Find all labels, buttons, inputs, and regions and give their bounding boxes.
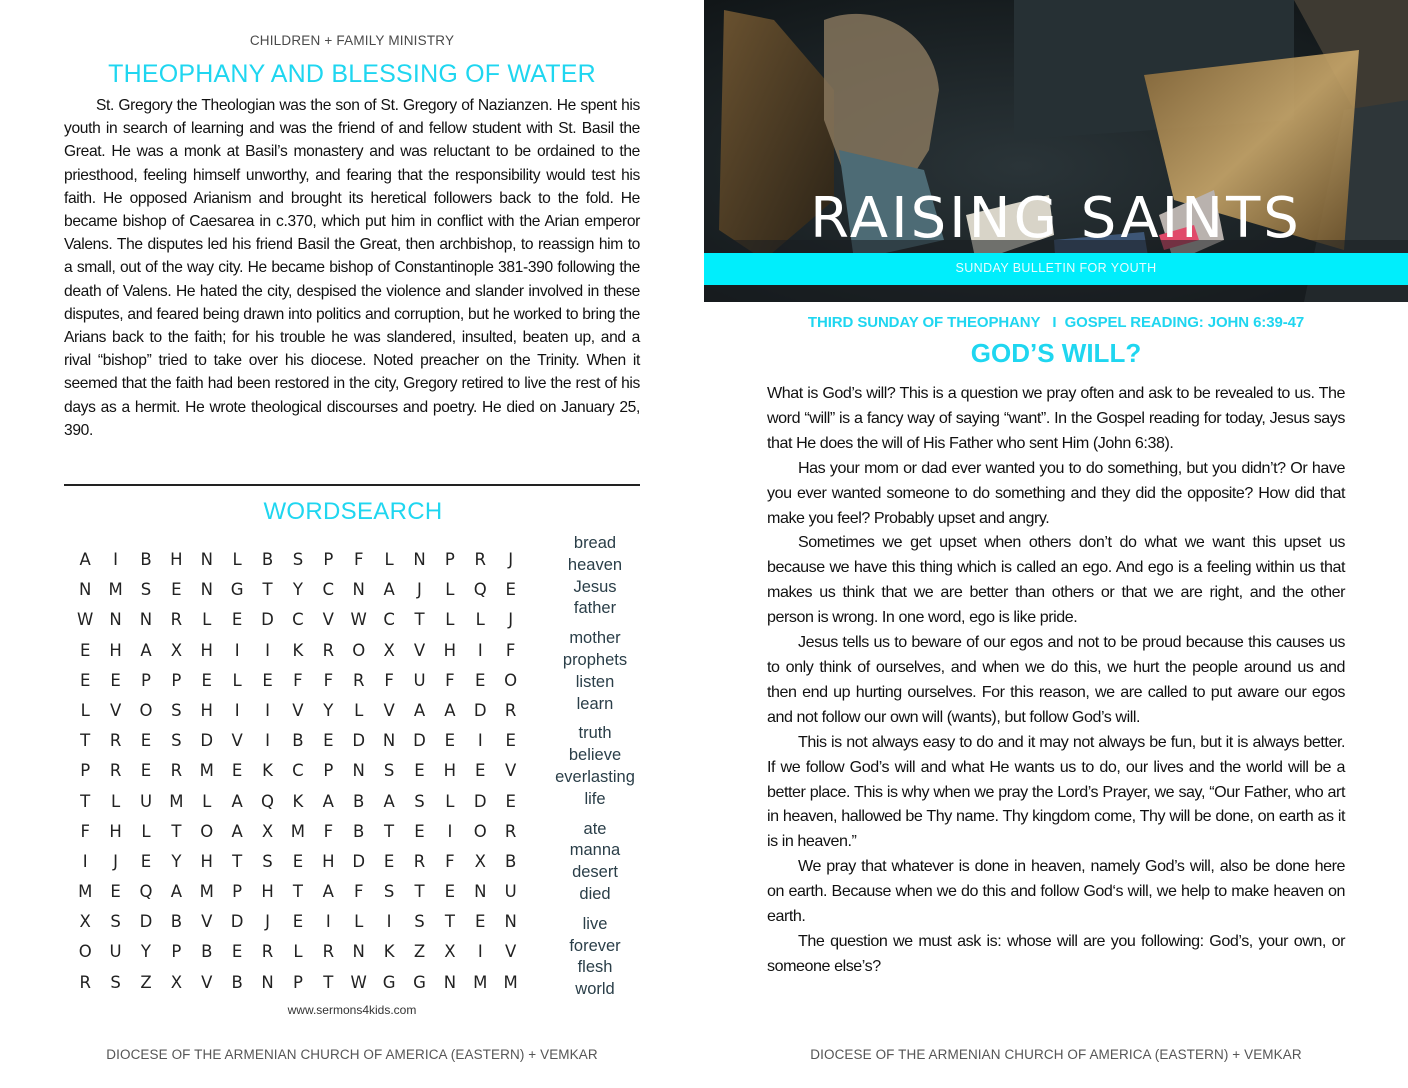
word-list-item: heaven <box>567 555 623 574</box>
wordsearch-cell[interactable]: X <box>170 972 183 992</box>
wordsearch-cell[interactable]: E <box>475 761 486 781</box>
wordsearch-cell[interactable]: U <box>504 882 517 902</box>
wordsearch-cell[interactable]: K <box>383 942 395 962</box>
word-list-item: prophets <box>562 650 628 669</box>
wordsearch-cell[interactable]: T <box>232 851 243 871</box>
wordsearch-cell[interactable]: E <box>201 670 212 690</box>
wordsearch-cell[interactable]: N <box>504 912 517 932</box>
wordsearch-cell[interactable]: H <box>443 761 457 781</box>
wordsearch-cell[interactable]: M <box>108 580 123 600</box>
wordsearch-cell[interactable]: H <box>322 851 335 871</box>
word-list-item: everlasting <box>555 767 635 786</box>
band-text: SUNDAY BULLETIN FOR YOUTH <box>955 261 1157 275</box>
wordsearch-cell[interactable]: R <box>413 851 426 871</box>
wordsearch-cell[interactable]: X <box>261 821 274 841</box>
section-divider <box>64 484 640 486</box>
wordsearch-cell[interactable]: N <box>352 942 365 962</box>
wordsearch-cell[interactable]: E <box>110 882 121 902</box>
wordsearch-cell[interactable]: O <box>139 700 153 720</box>
word-list-item: live <box>582 914 608 933</box>
wordsearch-cell[interactable]: V <box>505 761 517 781</box>
word-list-item: bread <box>573 534 617 552</box>
wordsearch-cell[interactable]: C <box>322 580 335 600</box>
wordsearch-cell[interactable]: N <box>352 761 365 781</box>
lesson-paragraph: Jesus tells us to beware of our egos and not to be proud because this causes us to only think of ourselves, and when we do this, we hurt the people around us and then end up hurting ourselves. For this reason, we are called to put aware our egos and not follow our own will (wants), but follow God’s will. <box>767 633 1345 726</box>
wordsearch-cell[interactable]: J <box>113 851 119 871</box>
wordsearch-cell[interactable]: T <box>414 882 425 902</box>
wordsearch-cell[interactable]: U <box>413 670 426 690</box>
wordsearch-cell[interactable]: E <box>79 670 91 690</box>
wordsearch-cell[interactable]: L <box>80 700 90 720</box>
wordsearch-cell[interactable]: E <box>171 580 182 600</box>
wordsearch-cell[interactable]: R <box>109 731 122 751</box>
wordsearch-cell[interactable]: X <box>79 912 91 932</box>
wordsearch-cell[interactable]: L <box>354 700 364 720</box>
wordsearch-cell[interactable]: L <box>232 550 242 569</box>
lesson-paragraph: The question we must ask is: whose will are you following: God’s, your own, or someone else’s? <box>767 931 1345 975</box>
wordsearch-cell[interactable]: T <box>171 821 182 841</box>
wordsearch-cell[interactable]: D <box>352 731 366 751</box>
wordsearch-cell[interactable]: D <box>473 791 487 811</box>
wordsearch-cell[interactable]: G <box>382 972 396 992</box>
wordsearch-cell[interactable]: I <box>82 851 88 871</box>
wordsearch-cell[interactable]: E <box>262 670 273 690</box>
word-list-item: forever <box>569 936 621 955</box>
wordsearch-cell[interactable]: T <box>444 912 455 932</box>
article-paragraph: St. Gregory the Theologian was the son of St. Gregory of Nazianzen. He spent his youth in search of learning and was the friend of and fellow student with St. Basil the Great. He was a monk at Basil’s monastery and was reluctant to be ordained to the priesthood, feeling himself unworthy, and fearing that the responsibility would test his faith. He opposed Arianism and brought its heretical followers back to the fold. He became bishop of Caesarea in c.370, which put him in conflict with the Arian emperor Valens. The disputes led his friend Basil the Great, then archbishop, to reassign him to a small, out of the way city. He became bishop of Constantinople 381-390 following the death of Valens. He hated the city, despised the violence and slander involved in these disputes, and feared being drawn into politics and corruption, but he worked to bring the Arians back to the faith; for his trouble he was slandered, insulted, beaten up, and a rival “bishop” tried to take over his diocese. Noted preacher on the Trinity. When it seemed that the faith had been restored in the city, Gregory retired to live the rest of his days as a hermit. He wrote theological discourses and poetry. He died on January 25, 390. <box>64 97 640 439</box>
wordsearch-cell[interactable]: F <box>323 670 334 690</box>
article-title: THEOPHANY AND BLESSING OF WATER <box>108 60 596 88</box>
wordsearch-cell[interactable]: H <box>200 640 213 660</box>
wordsearch-cell[interactable]: E <box>140 851 152 871</box>
wordsearch-cell[interactable]: F <box>323 821 334 841</box>
lesson-title: GOD’S WILL? <box>970 338 1142 368</box>
wordsearch-cell[interactable]: E <box>505 731 516 751</box>
wordsearch-cell[interactable]: P <box>171 942 182 962</box>
wordsearch-cell[interactable]: J <box>417 580 422 600</box>
wordsearch-cell[interactable]: N <box>443 972 457 992</box>
word-list-item: Jesus <box>573 577 617 596</box>
wordsearch-cell[interactable]: S <box>171 731 182 751</box>
wordsearch-cell[interactable]: A <box>383 580 395 600</box>
wordsearch-cell[interactable]: I <box>265 731 270 751</box>
wordsearch-cell[interactable]: L <box>445 610 455 630</box>
wordsearch-cell[interactable]: G <box>413 972 426 992</box>
word-list-item: desert <box>572 863 618 882</box>
wordsearch-cell[interactable]: I <box>265 640 270 660</box>
wordsearch-cell[interactable]: E <box>414 761 425 781</box>
wordsearch-cell[interactable]: S <box>414 791 425 811</box>
word-list-item: world <box>575 980 615 999</box>
wordsearch-cell[interactable]: A <box>231 821 243 841</box>
wordsearch-cell[interactable]: S <box>110 972 121 992</box>
wordsearch-cell[interactable]: X <box>474 851 486 871</box>
wordsearch-cell[interactable]: V <box>231 731 243 751</box>
wordsearch-cell[interactable]: J <box>508 550 514 569</box>
hero-photo <box>704 0 1408 302</box>
lesson-paragraph: What is God’s will? This is a question we pray often and ask to be revealed to us. The word “will” is a fancy way of saying “want”. In the Gospel reading for today, Jesus says that He does the will of His Father who sent Him (John 6:38). <box>767 384 1345 452</box>
wordsearch-cell[interactable]: E <box>231 942 243 962</box>
wordsearch-cell[interactable]: A <box>444 700 456 720</box>
wordsearch-cell[interactable]: E <box>140 761 152 781</box>
wordsearch-cell[interactable]: S <box>140 580 152 600</box>
word-list-item: manna <box>569 841 621 860</box>
lesson-paragraph: We pray that whatever is done in heaven, namely God’s will, also be done here on earth. Because when we do this and follow God‘s will, we help to make heaven on earth. <box>767 857 1345 926</box>
wordsearch-cell[interactable]: E <box>231 761 243 781</box>
wordsearch-cell[interactable]: I <box>113 550 119 569</box>
wordsearch-cell[interactable]: F <box>353 550 364 569</box>
word-list-item: mother <box>569 629 621 648</box>
wordsearch-cell[interactable]: H <box>109 640 122 660</box>
article-body <box>64 94 640 442</box>
brand-title-text: RAISING SAINTS <box>810 186 1302 251</box>
wordsearch-cell[interactable]: N <box>139 610 153 630</box>
wordsearch-cell[interactable]: W <box>77 610 94 630</box>
wordsearch-cell[interactable]: T <box>292 882 303 902</box>
wordsearch-cell[interactable]: N <box>200 580 213 600</box>
wordsearch-cell[interactable]: L <box>110 791 121 811</box>
page-footer: DIOCESE OF THE ARMENIAN CHURCH OF AMERICA (EASTERN) + VEMKAR <box>106 1047 598 1062</box>
wordsearch-cell[interactable]: E <box>505 580 516 600</box>
wordsearch-cell[interactable]: L <box>445 791 455 811</box>
wordsearch-cell[interactable]: X <box>170 640 183 660</box>
wordsearch-cell[interactable]: T <box>262 580 273 600</box>
wordsearch-cell[interactable]: P <box>80 761 91 781</box>
wordsearch-cell[interactable]: F <box>293 670 303 690</box>
wordsearch-cell[interactable]: L <box>141 821 151 841</box>
wordsearch-cell[interactable]: M <box>78 882 93 902</box>
wordsearch-cell[interactable]: O <box>200 821 214 841</box>
wordsearch-cell[interactable]: R <box>170 761 183 781</box>
wordsearch-cell[interactable]: L <box>202 791 212 811</box>
wordsearch-cell[interactable]: A <box>413 700 426 720</box>
wordsearch-cell[interactable]: Y <box>292 580 303 600</box>
wordsearch-cell[interactable]: I <box>234 700 240 720</box>
wordsearch-cell[interactable]: Q <box>261 791 275 811</box>
wordsearch-cell[interactable]: X <box>383 640 395 660</box>
wordsearch-cell[interactable]: Y <box>323 700 334 720</box>
wordsearch-cell[interactable]: G <box>230 580 244 600</box>
wordsearch-cell[interactable]: N <box>200 550 213 569</box>
wordsearch-cell[interactable]: M <box>503 972 518 992</box>
wordsearch-cell[interactable]: P <box>323 550 334 569</box>
wordsearch-cell[interactable]: O <box>352 640 366 660</box>
wordsearch-cell[interactable]: O <box>78 942 92 962</box>
wordsearch-cell[interactable]: F <box>445 851 455 871</box>
wordsearch-cell[interactable]: V <box>383 700 395 720</box>
wordsearch-cell[interactable]: N <box>474 882 487 902</box>
wordsearch-cell[interactable]: O <box>504 670 518 690</box>
wordsearch-cell[interactable]: L <box>202 610 212 630</box>
wordsearch-cell[interactable]: F <box>384 670 394 690</box>
wordsearch-cell[interactable]: U <box>109 942 122 962</box>
word-list-item: died <box>579 884 611 903</box>
wordsearch-cell[interactable]: P <box>323 761 334 781</box>
wordsearch-cell[interactable]: H <box>443 640 457 660</box>
wordsearch-cell[interactable]: U <box>139 791 153 811</box>
wordsearch-source: www.sermons4kids.com <box>287 1003 417 1017</box>
word-group <box>540 628 650 715</box>
lesson-paragraph: This is not always easy to do and it may not always be fun, but it is always better. If we follow God’s will and what He wants us to do, our lives and the world will be a better place. This is why when we pray the Lord’s Prayer, we say, “Our Father, who art in heaven, hallowed be Thy name. Thy kingdom come, Thy will be done, on earth as it is in heaven.” <box>767 732 1345 851</box>
wordsearch-cell[interactable]: B <box>261 550 274 569</box>
wordsearch-cell[interactable]: E <box>383 851 395 871</box>
wordsearch-cell[interactable]: T <box>384 821 395 841</box>
wordsearch-cell[interactable]: W <box>350 610 367 630</box>
wordsearch-cell[interactable]: V <box>413 640 426 660</box>
wordsearch-cell[interactable]: E <box>475 670 486 690</box>
wordsearch-cell[interactable]: B <box>505 851 517 871</box>
wordsearch-cell[interactable]: E <box>231 610 243 630</box>
wordsearch-cell[interactable]: D <box>230 912 244 932</box>
right-page <box>704 0 1408 1088</box>
wordsearch-cell[interactable]: L <box>293 942 303 962</box>
wordsearch-cell[interactable]: Q <box>473 580 487 600</box>
wordsearch-cell[interactable]: T <box>323 972 334 992</box>
wordsearch-cell[interactable]: Z <box>413 942 426 962</box>
word-list-item: believe <box>568 746 622 765</box>
wordsearch-cell[interactable]: E <box>292 912 304 932</box>
wordsearch-cell[interactable]: R <box>504 700 517 720</box>
wordsearch-cell[interactable]: M <box>473 972 488 992</box>
wordsearch-cell[interactable]: D <box>139 912 153 932</box>
wordsearch-cell[interactable]: E <box>505 791 516 811</box>
wordsearch-cell[interactable]: A <box>170 882 183 902</box>
wordsearch-word-list <box>540 533 650 1009</box>
wordsearch-cell[interactable]: P <box>444 550 455 569</box>
wordsearch-cell[interactable]: K <box>292 640 304 660</box>
wordsearch-cell[interactable]: I <box>265 700 270 720</box>
wordsearch-cell[interactable]: B <box>353 821 365 841</box>
wordsearch-cell[interactable]: N <box>261 972 274 992</box>
wordsearch-cell[interactable]: V <box>201 972 213 992</box>
word-list-item: listen <box>575 672 615 691</box>
wordsearch-title-text: WORDSEARCH <box>263 498 443 525</box>
wordsearch-cell[interactable]: H <box>200 700 213 720</box>
word-list-item: flesh <box>577 958 613 977</box>
wordsearch-grid <box>70 545 530 998</box>
wordsearch-cell[interactable]: I <box>477 640 483 660</box>
wordsearch-cell[interactable]: A <box>383 791 395 811</box>
wordsearch-cell[interactable]: K <box>292 791 304 811</box>
wordsearch-cell[interactable]: B <box>353 791 365 811</box>
wordsearch-cell[interactable]: A <box>322 882 334 902</box>
wordsearch-cell[interactable]: S <box>383 761 395 781</box>
brand-title <box>704 186 1408 251</box>
wordsearch-cell[interactable]: B <box>201 942 213 962</box>
wordsearch-cell[interactable]: I <box>325 912 331 932</box>
wordsearch-cell[interactable]: F <box>80 821 90 841</box>
word-list-item: learn <box>576 694 614 713</box>
wordsearch-cell[interactable]: H <box>200 851 213 871</box>
wordsearch-cell[interactable]: R <box>322 942 335 962</box>
section-kicker: CHILDREN + FAMILY MINISTRY <box>249 33 455 48</box>
wordsearch-cell[interactable]: R <box>474 550 486 569</box>
wordsearch-cell[interactable]: C <box>292 610 304 630</box>
wordsearch-cell[interactable]: M <box>290 821 306 841</box>
wordsearch-cell[interactable]: E <box>79 640 91 660</box>
wordsearch-cell[interactable]: S <box>292 550 304 569</box>
wordsearch-cell[interactable]: L <box>445 580 455 600</box>
wordsearch-cell[interactable]: A <box>79 550 91 569</box>
wordsearch-cell[interactable]: M <box>199 761 214 781</box>
reading-subtitle <box>704 314 1408 331</box>
wordsearch-cell[interactable]: R <box>261 942 274 962</box>
wordsearch-cell[interactable]: N <box>382 731 396 751</box>
wordsearch-cell[interactable]: R <box>504 821 517 841</box>
wordsearch-cell[interactable]: E <box>414 821 425 841</box>
wordsearch-cell[interactable]: C <box>292 761 304 781</box>
wordsearch-cell[interactable]: H <box>109 821 122 841</box>
wordsearch-cell[interactable]: L <box>354 912 364 932</box>
wordsearch-title <box>64 498 640 526</box>
wordsearch-cell[interactable]: R <box>352 670 365 690</box>
wordsearch-cell[interactable]: O <box>473 821 487 841</box>
wordsearch-cell[interactable]: V <box>505 942 517 962</box>
word-list-item: ate <box>583 819 607 838</box>
wordsearch-cell[interactable]: E <box>110 670 121 690</box>
wordsearch-cell[interactable]: F <box>353 882 364 902</box>
word-group <box>540 723 650 810</box>
wordsearch-cell[interactable]: W <box>350 972 367 992</box>
word-list-item: father <box>573 599 617 618</box>
wordsearch-cell[interactable]: X <box>444 942 456 962</box>
wordsearch-cell[interactable]: A <box>140 640 152 660</box>
wordsearch-cell[interactable]: I <box>234 640 240 660</box>
wordsearch-cell[interactable]: V <box>109 700 122 720</box>
wordsearch-cell[interactable]: Z <box>140 972 152 992</box>
wordsearch-cell[interactable]: C <box>383 610 395 630</box>
word-group <box>540 533 650 620</box>
wordsearch-cell[interactable]: L <box>232 670 242 690</box>
wordsearch-cell[interactable]: V <box>322 610 334 630</box>
wordsearch-cell[interactable]: N <box>413 550 426 569</box>
wordsearch-cell[interactable]: E <box>292 851 304 871</box>
wordsearch-cell[interactable]: N <box>109 610 122 630</box>
wordsearch-cell[interactable]: B <box>231 972 243 992</box>
wordsearch-cell[interactable]: D <box>413 731 426 751</box>
wordsearch-cell[interactable]: Y <box>171 851 182 871</box>
wordsearch-cell[interactable]: D <box>261 610 274 630</box>
wordsearch-cell[interactable]: H <box>170 550 183 569</box>
wordsearch-cell[interactable]: M <box>199 882 214 902</box>
wordsearch-cell[interactable]: P <box>232 882 243 902</box>
wordsearch-cell[interactable]: S <box>110 912 121 932</box>
wordsearch-cell[interactable]: B <box>140 550 152 569</box>
wordsearch-cell[interactable]: I <box>477 942 483 962</box>
wordsearch-cell[interactable]: E <box>140 731 152 751</box>
word-group <box>540 914 650 1001</box>
wordsearch-cell[interactable]: I <box>477 731 483 751</box>
wordsearch-cell[interactable]: S <box>171 700 182 720</box>
wordsearch-cell[interactable]: V <box>292 700 304 720</box>
wordsearch-cell[interactable]: N <box>79 580 92 600</box>
wordsearch-cell[interactable]: B <box>292 731 304 751</box>
wordsearch-cell[interactable]: J <box>508 610 514 630</box>
word-list-item: life <box>584 789 606 808</box>
lesson-paragraph: Has your mom or dad ever wanted you to do something, but you didn’t? Or have you ever wanted someone to do something and they did the opposite? How did that make you feel? Probably upset and angry. <box>767 458 1345 527</box>
wordsearch-cell[interactable]: F <box>505 640 516 660</box>
wordsearch-cell[interactable]: D <box>200 731 214 751</box>
wordsearch-cell[interactable]: A <box>231 791 243 811</box>
wordsearch-cell[interactable]: D <box>473 700 487 720</box>
wordsearch-cell[interactable]: R <box>109 761 122 781</box>
wordsearch-cell[interactable]: I <box>447 821 453 841</box>
wordsearch-cell[interactable]: F <box>445 670 455 690</box>
word-group <box>540 819 650 906</box>
wordsearch-cell[interactable]: R <box>170 610 183 630</box>
wordsearch-cell[interactable]: J <box>265 912 270 932</box>
wordsearch-cell[interactable]: Q <box>139 882 153 902</box>
wordsearch-cell[interactable]: P <box>171 670 182 690</box>
wordsearch-cell[interactable]: E <box>444 731 456 751</box>
wordsearch-cell[interactable]: M <box>169 791 184 811</box>
wordsearch-cell[interactable]: I <box>386 912 392 932</box>
wordsearch-cell[interactable]: R <box>322 640 335 660</box>
wordsearch-cell[interactable]: S <box>262 851 273 871</box>
wordsearch-cell[interactable]: E <box>323 731 334 751</box>
lesson-paragraph: Sometimes we get upset when others don’t do what we want this upset us because we have this thing which is called an ego. And ego is a feeling within us that makes us think that we are better than others or that we are right, and the other person is wrong. In one word, ego is like pride. <box>767 533 1345 627</box>
wordsearch-cell[interactable]: A <box>322 791 334 811</box>
wordsearch-cell[interactable]: R <box>79 972 91 992</box>
wordsearch-cell[interactable]: N <box>352 580 365 600</box>
wordsearch-cell[interactable]: T <box>80 791 91 811</box>
reading-subtitle-text: THIRD SUNDAY OF THEOPHANY I GOSPEL READING: JOHN 6:39-47 <box>807 314 1305 331</box>
wordsearch-cell[interactable]: P <box>292 972 303 992</box>
wordsearch-cell[interactable]: H <box>261 882 274 902</box>
wordsearch-cell[interactable]: L <box>384 550 394 569</box>
wordsearch-cell[interactable]: T <box>414 610 425 630</box>
wordsearch-cell[interactable]: B <box>170 912 183 932</box>
wordsearch-cell[interactable]: T <box>80 731 91 751</box>
wordsearch-cell[interactable]: S <box>383 882 395 902</box>
wordsearch-cell[interactable]: K <box>262 761 273 781</box>
wordsearch-cell[interactable]: L <box>475 610 485 630</box>
wordsearch-cell[interactable]: Y <box>140 942 152 962</box>
word-list-item: truth <box>578 724 612 743</box>
wordsearch-cell[interactable]: V <box>201 912 213 932</box>
wordsearch-cell[interactable]: D <box>352 851 366 871</box>
wordsearch-cell[interactable]: E <box>475 912 486 932</box>
wordsearch-cell[interactable]: P <box>141 670 151 690</box>
wordsearch-cell[interactable]: E <box>444 882 456 902</box>
page-footer: DIOCESE OF THE ARMENIAN CHURCH OF AMERICA (EASTERN) + VEMKAR <box>810 1047 1302 1062</box>
lesson-body <box>767 381 1345 979</box>
wordsearch-cell[interactable]: S <box>414 912 425 932</box>
